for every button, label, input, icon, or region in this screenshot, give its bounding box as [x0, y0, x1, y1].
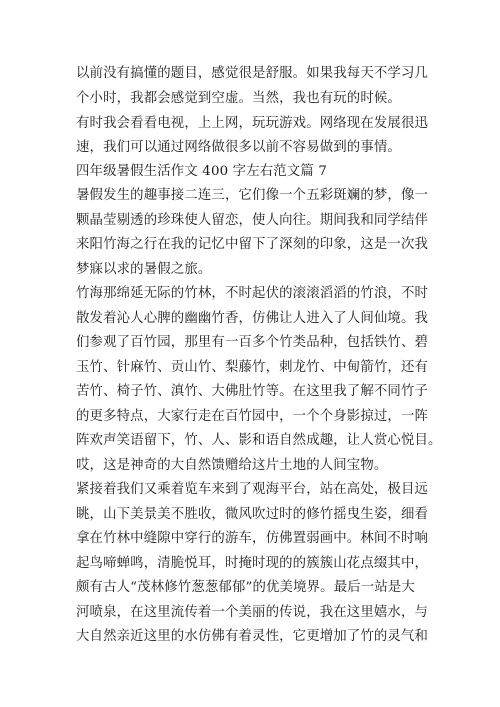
text-line: 颇有古人“茂林修竹葱葱郁郁”的优美境界。最后一站是大 [76, 580, 415, 595]
text-line: 们参观了百竹园，那里有一百多个竹类品种，包括铁竹、碧 [76, 335, 429, 350]
text-line: 速，我们可以通过网络做很多以前不容易做到的事情。 [76, 140, 401, 155]
text-line: 河喷泉，在这里流传着一个美丽的传说，我在这里嬉水，与 [76, 605, 429, 620]
text-line: 有时我会看看电视，上上网，玩玩游戏。网络现在发展很迅 [76, 116, 429, 131]
text-line: 苦竹、椅子竹、滇竹、大佛肚竹等。在这里我了解不同竹子 [76, 384, 429, 399]
text-line: 起鸟啼蝉鸣，清脆悦耳，时掩时现的的簇簇山花点缀其中， [76, 556, 429, 571]
text-line: 的更多特点，大家行走在百竹园中，一个个身影掠过，一阵 [76, 409, 429, 424]
text-line: 阵欢声笑语留下，竹、人、影和语自然成趣，让人赏心悦目。 [76, 433, 442, 448]
text-line: 个小时，我都会感觉到空虚。当然，我也有玩的时候。 [76, 91, 401, 106]
text-line: 梦寐以求的暑假之旅。 [76, 262, 212, 277]
text-line: 以前没有搞懂的题目，感觉很是舒服。如果我每天不学习几 [76, 66, 429, 81]
text-line: 暑假发生的趣事接二连三，它们像一个五彩斑斓的梦，像一 [76, 188, 429, 203]
section-heading: 四年级暑假生活作文 400 字左右范文篇 7 [76, 164, 328, 179]
text-line: 来阳竹海之行在我的记忆中留下了深刻的印象，这是一次我 [76, 237, 429, 252]
text-line: 玉竹、针麻竹、贡山竹、梨藤竹，刺龙竹、中甸箭竹，还有 [76, 360, 429, 375]
text-line: 散发着沁人心脾的幽幽竹香，仿佛让人进入了人间仙境。我 [76, 311, 429, 326]
text-line: 大自然亲近这里的水仿佛有着灵性，它更增加了竹的灵气和 [76, 629, 429, 644]
text-line: 哎，这是神奇的大自然馈赠给这片土地的人间宝物。 [76, 458, 388, 473]
text-line: 竹海那绵延无际的竹林，不时起伏的滚滚滔滔的竹浪，不时 [76, 286, 429, 301]
text-line: 颗晶莹剔透的珍珠使人留恋，使人向往。期间我和同学结伴 [76, 213, 429, 228]
text-line: 眺，山下美景美不胜收，微风吹过时的修竹摇曳生姿，细看 [76, 507, 429, 522]
text-line: 拿在竹林中缝隙中穿行的游车，仿佛置弱画中。林间不时响 [76, 531, 429, 546]
text-line: 紧接着我们又乘着览车来到了观海平台，站在高处，极目远 [76, 482, 429, 497]
